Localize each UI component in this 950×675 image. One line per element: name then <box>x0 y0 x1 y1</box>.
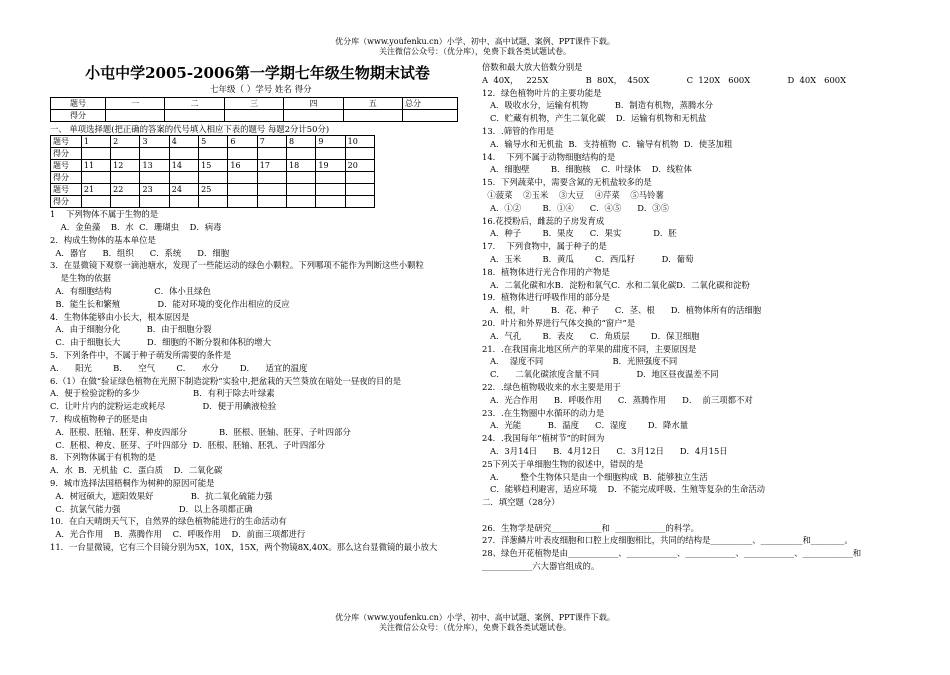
answer-number-cell <box>316 184 345 196</box>
exam-subtitle: 七年级（ ）学号 姓名 得分 <box>210 85 312 95</box>
score-row-label: 得分 <box>51 110 106 122</box>
answer-number-cell: 10 <box>345 136 374 148</box>
question-line: C．抗氯气能力强 D．以上各项都正确 <box>50 503 253 514</box>
answer-number-row <box>51 136 375 148</box>
answer-input-cell[interactable] <box>345 148 374 160</box>
answer-number-cell: 16 <box>228 160 257 172</box>
answer-number-row <box>51 160 375 172</box>
question-line: A．二氧化碳和水B．淀粉和氧气C．水和二氧化碳D．二氧化碳和淀粉 <box>482 279 750 290</box>
score-cell[interactable] <box>165 110 224 122</box>
question-line: A．①② B．①④ C．④⑤ D．③⑤ <box>482 202 670 213</box>
answer-input-cell[interactable] <box>169 172 198 184</box>
answer-input-cell[interactable] <box>169 196 198 208</box>
question-line <box>482 510 902 521</box>
answer-number-cell: 1 <box>81 136 110 148</box>
answer-input-cell[interactable] <box>345 172 374 184</box>
question-line: 23．.在生物圈中水循环的动力是 <box>482 407 605 418</box>
exam-title: 小屯中学2005-2006第一学期七年级生物期末试卷 <box>85 64 430 82</box>
question-line: 20．叶片和外界进行气体交换的“窗户”是 <box>482 317 636 328</box>
left-questions <box>50 209 465 553</box>
answer-input-cell[interactable] <box>257 172 286 184</box>
question-line: 9．城市选择法国梧桐作为树种的原因可能是 <box>50 477 215 488</box>
question-line: A．光合作用 B．呼吸作用 C．蒸腾作用 D． 前三项都不对 <box>482 394 753 405</box>
question-line: A．细胞壁 B．细胞核 C．叶绿体 D．线粒体 <box>482 164 692 175</box>
answer-input-cell[interactable] <box>228 148 257 160</box>
question-line: 10．在白天晴朗天气下，自然界的绿色植物能进行的生命活动有 <box>50 516 287 527</box>
score-cell[interactable] <box>106 110 165 122</box>
question-line: 25下列关于单细胞生物的叙述中，错误的是 <box>482 458 644 469</box>
question-line: C．能够趋利避害，适应环境 D．不能完成呼吸、生殖等复杂的生命活动 <box>482 484 766 495</box>
score-header-cell: 三 <box>224 98 283 110</box>
question-line: C．由于细胞长大 D．细胞的不断分裂和体积的增大 <box>50 337 271 348</box>
question-line: A．有细胞结构 C．体小且绿色 <box>50 285 211 296</box>
page-header <box>0 37 950 57</box>
footer-line-2: 关注微信公众号：（优分库），免费下载各类试题试卷。 <box>379 623 571 632</box>
question-line: A．玉米 B．黄瓜 C．西瓜籽 D．葡萄 <box>482 253 694 264</box>
answer-number-cell: 11 <box>81 160 110 172</box>
answer-number-cell: 20 <box>345 160 374 172</box>
question-line: 3．在显微镜下观察一滴池塘水，发现了一些能运动的绿色小颗粒。下列哪项不能作为判断这些小颗粒 <box>50 260 424 271</box>
score-cell[interactable] <box>224 110 283 122</box>
answer-input-cell[interactable] <box>316 172 345 184</box>
question-line: 15．下列蔬菜中，需要含氮的无机盐较多的是 <box>482 177 652 188</box>
right-column <box>482 62 902 574</box>
answer-row-label: 题号 <box>51 160 82 172</box>
answer-input-cell[interactable] <box>199 148 228 160</box>
question-line: A．3月14日 B．4月12日 C．3月12日 D．4月15日 <box>482 445 728 456</box>
question-line: A．吸收水分，运输有机物 B．制造有机物，蒸腾水分 <box>482 100 714 111</box>
question-line: 28、绿色开花植物是由____________、____________、____________、____________、____________和 <box>482 548 862 559</box>
score-cell[interactable] <box>284 110 343 122</box>
question-line: A．便于检验淀粉的多少 B．有利于除去叶绿素 <box>50 388 275 399</box>
question-line: 12．绿色植物叶片的主要功能是 <box>482 87 602 98</box>
question-line: A．光合作用 B．蒸腾作用 C．呼吸作用 D．前面三项都进行 <box>50 529 306 540</box>
question-line: 7．构成植物种子的胚是由 <box>50 413 148 424</box>
score-header-cell: 一 <box>106 98 165 110</box>
answer-table <box>50 135 375 208</box>
answer-input-cell[interactable] <box>287 196 316 208</box>
answer-number-cell: 19 <box>316 160 345 172</box>
question-line: 17． 下列食物中，属于种子的是 <box>482 241 607 252</box>
question-line: A．输导水和无机盐 B．支持植物 C．输导有机物 D．使茎加粗 <box>482 138 733 149</box>
question-line: 1 下列物体不属于生物的是 <box>50 209 159 220</box>
answer-input-cell[interactable] <box>140 148 169 160</box>
question-line: 二．填空题（28分） <box>482 497 560 508</box>
footer-line-1: 优分库（www.youfenku.cn）小学、初中、高中试题、案例、PPT课件下载。 <box>335 613 615 622</box>
answer-row-label: 得分 <box>51 196 82 208</box>
answer-row-label: 题号 <box>51 136 82 148</box>
answer-input-cell[interactable] <box>169 148 198 160</box>
score-cell[interactable] <box>403 110 458 122</box>
answer-input-cell[interactable] <box>140 172 169 184</box>
answer-number-cell: 8 <box>287 136 316 148</box>
section1-title: 一、 单项选择题(把正确的答案的代号填入相应下表的题号 每题2分计50分) <box>50 124 330 134</box>
answer-input-cell[interactable] <box>345 196 374 208</box>
question-line: A． 阳光 B． 空气 C． 水分 D． 适宜的温度 <box>50 362 308 373</box>
score-header-cell: 总分 <box>403 98 458 110</box>
score-table-score-row <box>51 110 458 122</box>
answer-input-cell[interactable] <box>316 148 345 160</box>
answer-number-cell: 17 <box>257 160 286 172</box>
answer-input-cell[interactable] <box>228 196 257 208</box>
answer-row-label: 题号 <box>51 184 82 196</box>
answer-input-cell[interactable] <box>81 172 110 184</box>
answer-number-cell: 14 <box>169 160 198 172</box>
answer-number-cell: 15 <box>199 160 228 172</box>
left-column <box>50 62 465 555</box>
answer-input-cell[interactable] <box>81 148 110 160</box>
answer-input-cell[interactable] <box>228 172 257 184</box>
answer-number-cell: 25 <box>199 184 228 196</box>
answer-number-cell: 18 <box>287 160 316 172</box>
question-line: A．根，叶 B．花、种子 C．茎、根 D．植物体所有的活细胞 <box>482 305 762 316</box>
question-line: ____________六大器官组成的。 <box>482 561 600 572</box>
answer-input-cell[interactable] <box>111 148 140 160</box>
right-questions <box>482 62 902 572</box>
answer-number-cell: 23 <box>140 184 169 196</box>
score-table-header-row <box>51 98 458 110</box>
answer-number-row <box>51 184 375 196</box>
answer-number-cell: 22 <box>111 184 140 196</box>
answer-input-cell[interactable] <box>81 196 110 208</box>
answer-input-cell[interactable] <box>199 172 228 184</box>
question-line: A．种子 B．果皮 C．果实 D．胚 <box>482 228 677 239</box>
answer-number-cell <box>228 184 257 196</box>
score-header-cell: 四 <box>284 98 343 110</box>
answer-number-cell: 9 <box>316 136 345 148</box>
answer-number-cell: 5 <box>199 136 228 148</box>
answer-number-cell: 2 <box>111 136 140 148</box>
question-line: A． 整个生物体只是由一个细胞构成 B．能够独立生活 <box>482 471 708 482</box>
question-line: 11．一台显微镜，它有三个目镜分别为5X，10X，15X，两个物镜8X,40X。那么这台显微镜的最小放大 <box>50 541 438 552</box>
score-header-cell: 题号 <box>51 98 106 110</box>
answer-number-cell <box>257 184 286 196</box>
answer-number-cell <box>287 184 316 196</box>
question-line: A．水 B．无机盐 C．蛋白质 D．二氧化碳 <box>50 465 223 476</box>
answer-number-cell: 12 <box>111 160 140 172</box>
question-line: A．光能 B．温度 C．湿度 D．降水量 <box>482 420 689 431</box>
answer-input-cell[interactable] <box>316 196 345 208</box>
question-line: 6.（1）在做“验证绿色植物在光照下制造淀粉”实验中,把盆栽的天竺葵放在暗处一昼夜的目的是 <box>50 375 402 386</box>
question-line: 26．生物学是研究____________和 ____________的科学。 <box>482 522 699 533</box>
question-line: A．树冠硕大，遮阳效果好 B．抗二氧化硫能力强 <box>50 490 273 501</box>
question-line: B．能生长和繁殖 D．能对环境的变化作出相应的反应 <box>50 298 290 309</box>
answer-number-cell: 24 <box>169 184 198 196</box>
answer-score-row <box>51 172 375 184</box>
question-line: 19．植物体进行呼吸作用的部分是 <box>482 292 610 303</box>
score-cell[interactable] <box>343 110 402 122</box>
question-line: 4．生物体能够由小长大，根本原因是 <box>50 311 190 322</box>
score-header-cell: 二 <box>165 98 224 110</box>
question-line: 8．下列物体属于有机物的是 <box>50 452 156 463</box>
answer-number-cell <box>345 184 374 196</box>
question-line: A．由于细胞分化 B．由于细胞分裂 <box>50 324 212 335</box>
answer-number-cell: 3 <box>140 136 169 148</box>
question-line: 22．.绿色植物吸收来的水主要是用于 <box>482 381 621 392</box>
answer-row-label: 得分 <box>51 148 82 160</box>
header-line-2: 关注微信公众号：（优分库），免费下载各类试题试卷。 <box>379 47 571 56</box>
header-line-1: 优分库（www.youfenku.cn）小学、初中、高中试题、案例、PPT课件下载。 <box>335 37 615 46</box>
question-line: 16.花授粉后，雌蕊的子房发育成 <box>482 215 605 226</box>
question-line: 27．洋葱鳞片叶表皮细胞和口腔上皮细胞相比，共同的结构是__________、__________和________。 <box>482 535 853 546</box>
answer-input-cell[interactable] <box>111 196 140 208</box>
question-line: 2．构成生物体的基本单位是 <box>50 234 156 245</box>
question-line: C．胚根、种皮、胚芽、子叶四部分 D．胚根、胚轴、胚乳、子叶四部分 <box>50 439 326 450</box>
question-line: 倍数和最大放大倍数分别是 <box>482 62 583 72</box>
question-line: C．让叶片内的淀粉运走或耗尽 D．便于用碘液检验 <box>50 401 277 412</box>
answer-input-cell[interactable] <box>199 196 228 208</box>
question-line: 24．.我国每年“植树节”的时间为 <box>482 433 605 444</box>
question-line: 14． 下列不属于动物细胞结构的是 <box>482 151 616 162</box>
answer-input-cell[interactable] <box>111 172 140 184</box>
answer-input-cell[interactable] <box>287 148 316 160</box>
answer-input-cell[interactable] <box>257 148 286 160</box>
score-table <box>50 97 458 122</box>
question-line: 21．.在我国南北地区所产的苹果的甜度不同，主要原因是 <box>482 343 697 354</box>
answer-number-cell: 13 <box>140 160 169 172</box>
question-line: C．贮藏有机物，产生二氧化碳 D．运输有机物和无机盐 <box>482 113 707 124</box>
question-line: 13．.筛管的作用是 <box>482 125 554 136</box>
question-line: A．器官 B．组织 C．系统 D．细胞 <box>50 247 230 258</box>
page-footer <box>0 613 950 633</box>
answer-number-cell: 21 <box>81 184 110 196</box>
answer-input-cell[interactable] <box>257 196 286 208</box>
question-line: A．胚根、胚轴、胚芽、种皮四部分 B．胚根、胚轴、胚芽、子叶四部分 <box>50 426 351 437</box>
answer-row-label: 得分 <box>51 172 82 184</box>
answer-input-cell[interactable] <box>140 196 169 208</box>
answer-number-cell: 7 <box>257 136 286 148</box>
question-line: A． 湿度不同 B．光照强度不同 <box>482 356 678 367</box>
answer-score-row <box>51 148 375 160</box>
question-line: A．气孔 B．表皮 C．角质层 D．保卫细胞 <box>482 330 700 341</box>
question-line: C． 二氧化碳浓度含量不同 D．地区昼夜温差不同 <box>482 369 719 380</box>
question-line: 是生物的依据 <box>50 273 111 284</box>
answer-score-row <box>51 196 375 208</box>
question-line: 18．植物体进行光合作用的产物是 <box>482 266 610 277</box>
score-header-cell: 五 <box>343 98 402 110</box>
answer-number-cell: 6 <box>228 136 257 148</box>
answer-input-cell[interactable] <box>287 172 316 184</box>
question-line: 5．下列条件中，不属于种子萌发所需要的条件是 <box>50 349 232 360</box>
question-line: ①菠菜 ②玉米 ③大豆 ④芹菜 ⑤马铃薯 <box>482 189 664 200</box>
question-line: A 40X， 225X B 80X， 450X C 120X 600X D 40X 600X <box>482 74 847 85</box>
question-line: A．金鱼藻 B．水 C．珊瑚虫 D．病毒 <box>50 222 222 232</box>
answer-number-cell: 4 <box>169 136 198 148</box>
